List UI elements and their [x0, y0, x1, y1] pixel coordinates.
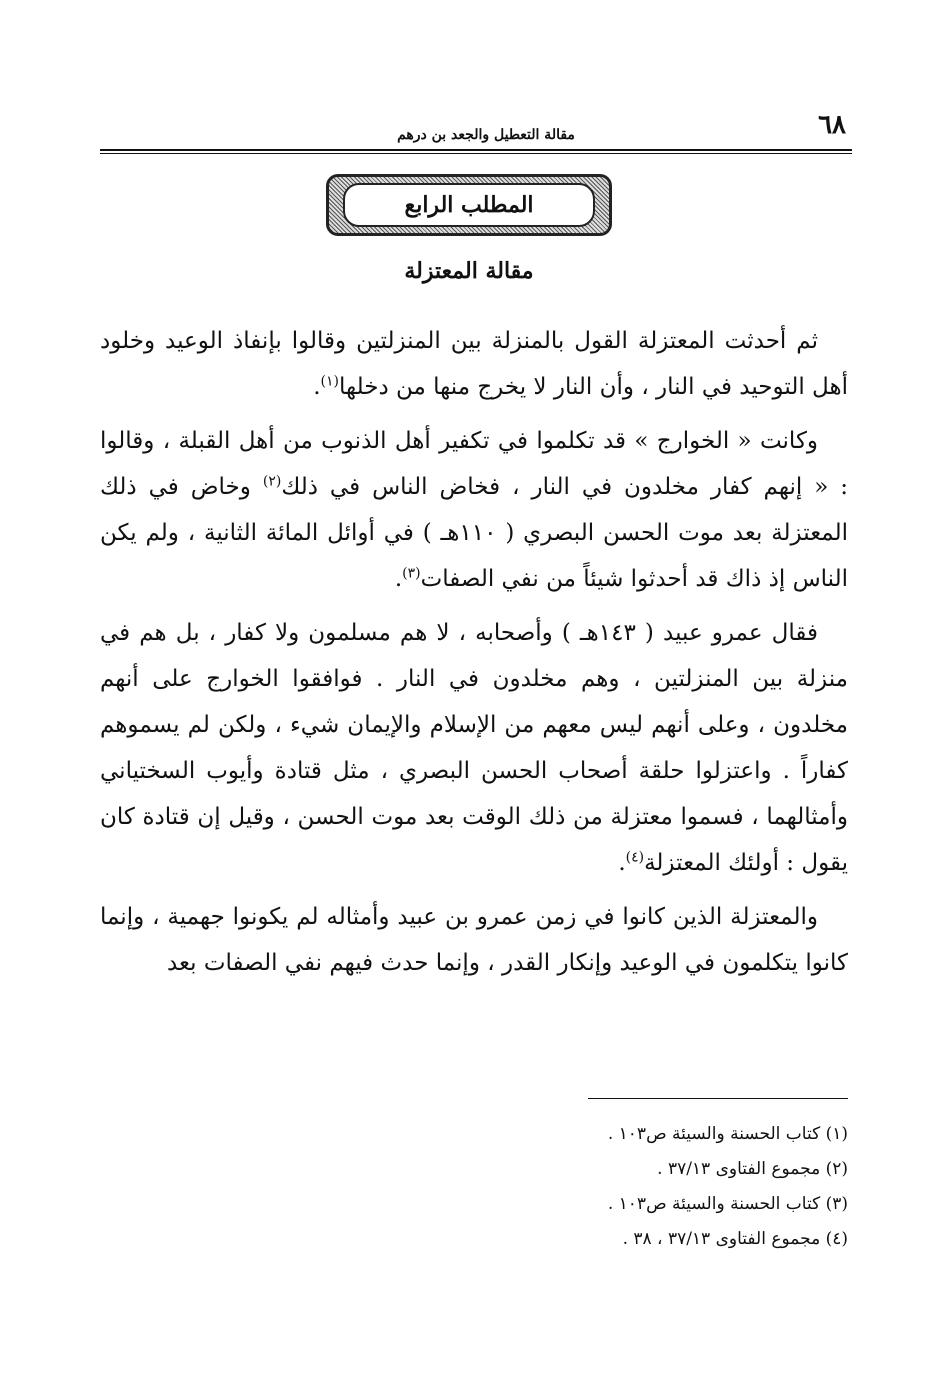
paragraph-2-text-a: وكانت « الخوارج » قد تكلموا في تكفير أهل الذنوب من أهل القبلة ، وقالوا : « إنهم كفار مخلدون في النار ، فخاض الناس في ذلك [100, 428, 848, 500]
footnote-ref-2: (٢) [262, 473, 282, 490]
section-title: المطلب الرابع [404, 192, 534, 218]
footnotes-list [448, 1117, 848, 1257]
section-title-frame-inner [343, 183, 595, 227]
footnote-separator [588, 1098, 848, 1099]
paragraph-2-tail: . [394, 566, 403, 592]
paragraph-4 [100, 894, 848, 986]
section-title-frame [326, 174, 612, 236]
body-text [100, 318, 848, 994]
header-rule [100, 149, 852, 154]
footnote-3: (٣) كتاب الحسنة والسيئة ص١٠٣ . [607, 1194, 848, 1214]
page-number: ٦٨ [818, 110, 846, 140]
paragraph-2 [100, 418, 848, 602]
running-header: مقالة التعطيل والجعد بن درهم [397, 127, 575, 143]
paragraph-1-tail: . [313, 374, 321, 400]
paragraph-1-text: ثم أحدثت المعتزلة القول بالمنزلة بين المنزلتين وقالوا بإنفاذ الوعيد وخلود أهل التوحيد في النار ، وأن النار لا يخرج منها من دخلها [100, 328, 848, 400]
subtitle: مقالة المعتزلة [404, 258, 534, 284]
footnote-ref-4: (٤) [625, 849, 645, 866]
footnote-ref-3: (٣) [402, 565, 421, 582]
footnote-4: (٤) مجموع الفتاوى ٣٧/١٣ ، ٣٨ . [622, 1229, 848, 1249]
paragraph-3-tail: . [618, 850, 626, 876]
footnote-1: (١) كتاب الحسنة والسيئة ص١٠٣ . [607, 1124, 848, 1144]
paragraph-2-text-b: وخاض في ذلك المعتزلة بعد موت الحسن البصري ( ١١٠هـ ) في أوائل المائة الثانية ، ولم يكن الناس إذ ذاك قد أحدثوا شيئاً من نفي الصفات [100, 474, 848, 592]
footnote-2: (٢) مجموع الفتاوى ٣٧/١٣ . [657, 1159, 848, 1179]
paragraph-3 [100, 610, 848, 886]
paragraph-3-text: فقال عمرو عبيد ( ١٤٣هـ ) وأصحابه ، لا هم مسلمون ولا كفار ، بل هم في منزلة بين المنزلتين ، وهم مخلدون في النار . فوافقوا الخوارج على أنهم مخلدون ، وعلى أنهم ليس معهم من الإسلام والإيمان شيء ، ولكن لم يسموهم كفاراً . واعتزلوا حلقة أصحاب الحسن البصري ، مثل قتادة وأيوب السختياني وأمثالهما ، فسموا معتزلة من ذلك الوقت بعد موت الحسن ، وقيل إن قتادة كان يقول : أولئك المعتزلة [100, 620, 848, 876]
footnote-ref-1: (١) [320, 373, 340, 390]
paragraph-4-text: والمعتزلة الذين كانوا في زمن عمرو بن عبيد وأمثاله لم يكونوا جهمية ، وإنما كانوا يتكلمون في الوعيد وإنكار القدر ، وإنما حدث فيهم نفي الصفات بعد [100, 904, 848, 976]
paragraph-1 [100, 318, 848, 410]
